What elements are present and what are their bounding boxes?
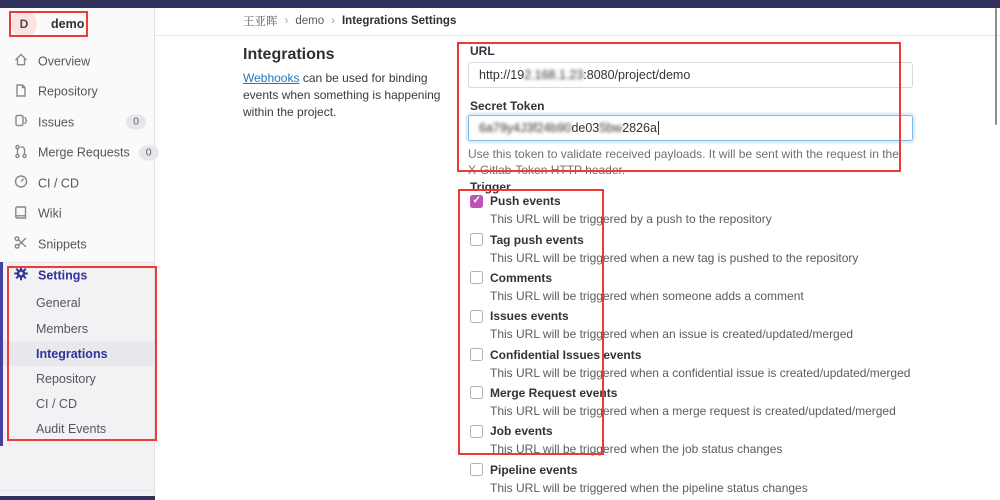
sidebar-item-overview[interactable] <box>13 52 146 71</box>
breadcrumb-current-page: Integrations Settings <box>341 15 457 27</box>
token-clear-part: 2826a <box>622 121 657 135</box>
merge-request-icon <box>13 143 29 162</box>
trigger-label: Pipeline events <box>490 462 578 477</box>
sidebar-item-settings[interactable] <box>13 266 146 285</box>
token-clear-part: de03 <box>571 121 600 135</box>
pipeline-icon <box>13 174 29 193</box>
trigger-pipeline-events <box>470 463 808 495</box>
trigger-confidential-issues-events <box>470 348 910 380</box>
trigger-description: This URL will be triggered when someone adds a comment <box>490 288 804 303</box>
project-avatar: D <box>11 11 37 37</box>
trigger-issues-events <box>470 309 853 341</box>
text-caret <box>658 121 659 135</box>
breadcrumb-group[interactable]: 王亚晖 <box>243 16 278 28</box>
breadcrumb-divider <box>156 35 1000 36</box>
home-icon <box>13 52 29 71</box>
trigger-label: Issues events <box>490 309 569 323</box>
project-header[interactable] <box>11 11 84 37</box>
sidebar-item-label: Issues <box>38 115 75 129</box>
trigger-label: Tag push events <box>490 232 584 247</box>
trigger-push-events <box>470 194 772 226</box>
sidebar-bottom-bar <box>0 496 155 500</box>
description-text: can be used for binding events when something is happening within the project. <box>243 71 441 119</box>
trigger-description: This URL will be triggered when a confidential issue is created/updated/merged <box>490 365 911 380</box>
active-section-indicator <box>0 262 3 446</box>
breadcrumb-separator: › <box>284 15 289 27</box>
sidebar-subitem-ci-cd[interactable]: CI / CD <box>36 396 77 411</box>
token-censored-part: 6a79y4J3f24b90 <box>479 121 572 135</box>
trigger-section-label: Trigger <box>470 180 511 194</box>
trigger-description: This URL will be triggered when a merge request is created/updated/merged <box>490 403 896 418</box>
job-events-checkbox[interactable] <box>470 425 483 438</box>
token-help-text: Use this token to validate received payloads. It will be sent with the request in the X-Gitlab-Token HTTP header. <box>468 147 899 177</box>
trigger-label: Merge Request events <box>490 385 618 400</box>
url-field-label: URL <box>470 44 495 58</box>
secret-token-input[interactable] <box>468 115 913 141</box>
webhooks-link[interactable]: Webhooks <box>243 71 300 85</box>
url-value-suffix: :8080/project/demo <box>583 68 691 82</box>
sidebar-subitem-repository[interactable]: Repository <box>36 371 96 386</box>
trigger-description: This URL will be triggered by a push to the repository <box>490 212 772 226</box>
sidebar-subitem-general[interactable]: General <box>36 296 81 310</box>
sidebar-item-label: Settings <box>38 268 88 282</box>
issues-count-badge: 0 <box>126 115 146 130</box>
vertical-scrollbar[interactable] <box>995 8 997 125</box>
sidebar-divider <box>0 490 154 491</box>
scissors-icon <box>13 235 29 254</box>
sidebar-item-label: Merge Requests <box>38 145 130 160</box>
trigger-description: This URL will be triggered when a new tag is pushed to the repository <box>490 250 859 265</box>
project-sidebar <box>0 8 155 500</box>
trigger-label: Comments <box>490 270 553 285</box>
url-value-censored: 2.168.1.23 <box>524 68 584 82</box>
sidebar-item-merge-requests[interactable] <box>13 143 152 162</box>
sidebar-item-label: Overview <box>38 54 91 68</box>
sidebar-subitem-integrations[interactable]: Integrations <box>36 346 108 361</box>
token-censored-part: 5bw <box>599 121 623 135</box>
sidebar-item-ci-cd[interactable] <box>13 174 146 193</box>
sidebar-item-label: Wiki <box>38 206 62 221</box>
tag-push-events-checkbox[interactable] <box>470 233 483 246</box>
issues-icon <box>13 113 29 132</box>
sidebar-subitem-audit-events[interactable]: Audit Events <box>36 421 107 436</box>
trigger-comments <box>470 271 804 303</box>
top-navbar <box>0 0 1000 8</box>
section-description <box>243 70 465 121</box>
issues-events-checkbox[interactable] <box>470 310 483 323</box>
trigger-description: This URL will be triggered when the job status changes <box>490 442 783 456</box>
sidebar-item-snippets[interactable] <box>13 235 146 254</box>
confidential-issues-checkbox[interactable] <box>470 348 483 361</box>
trigger-description: This URL will be triggered when the pipeline status changes <box>490 480 808 495</box>
trigger-tag-push-events <box>470 233 858 265</box>
trigger-description: This URL will be triggered when an issue is created/updated/merged <box>490 327 854 341</box>
breadcrumb-separator: › <box>331 15 335 27</box>
merge-requests-count-badge: 0 <box>139 145 159 160</box>
book-icon <box>13 204 29 223</box>
page-title: Integrations <box>243 46 335 63</box>
push-events-checkbox[interactable] <box>470 195 483 208</box>
sidebar-subitem-members[interactable]: Members <box>36 321 89 336</box>
trigger-label: Confidential Issues events <box>490 347 642 362</box>
breadcrumb-project[interactable]: demo <box>295 15 325 27</box>
sidebar-item-issues[interactable] <box>13 113 146 132</box>
trigger-label: Job events <box>490 424 553 438</box>
document-icon <box>13 82 29 101</box>
merge-request-events-checkbox[interactable] <box>470 386 483 399</box>
sidebar-item-label: CI / CD <box>38 176 79 190</box>
trigger-label: Push events <box>490 194 561 208</box>
sidebar-item-label: Snippets <box>38 237 87 251</box>
pipeline-events-checkbox[interactable] <box>470 463 483 476</box>
trigger-merge-request-events <box>470 386 896 418</box>
trigger-job-events <box>470 424 782 456</box>
sidebar-item-wiki[interactable] <box>13 204 146 223</box>
comments-checkbox[interactable] <box>470 271 483 284</box>
url-value-prefix: http://19 <box>479 68 525 82</box>
gear-icon <box>13 266 29 285</box>
project-name: demo <box>51 17 85 31</box>
sidebar-item-repository[interactable] <box>13 82 146 101</box>
sidebar-item-label: Repository <box>38 84 98 99</box>
url-input[interactable] <box>468 62 913 88</box>
secret-token-label: Secret Token <box>470 99 545 113</box>
breadcrumb <box>243 13 456 29</box>
